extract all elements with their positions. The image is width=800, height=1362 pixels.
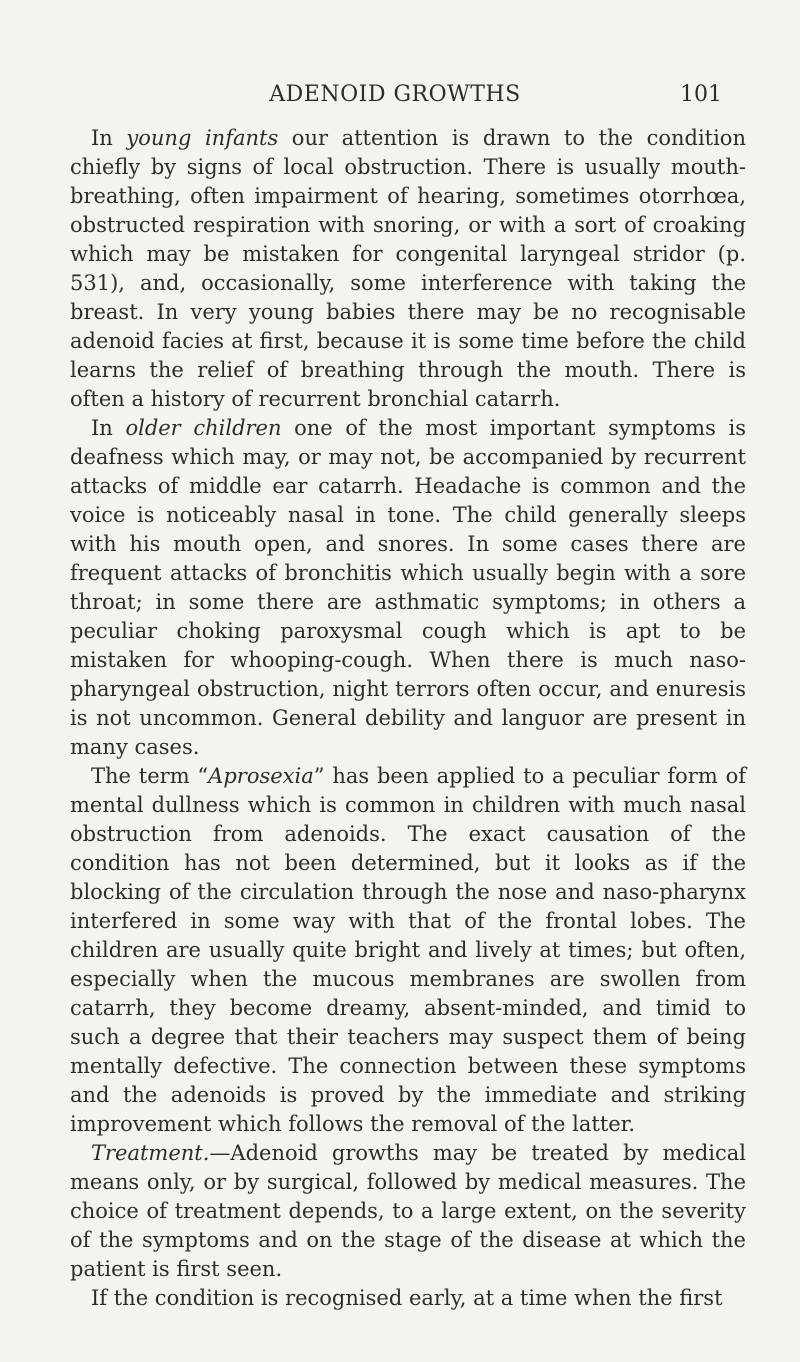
paragraph-treatment <box>70 1139 746 1284</box>
paragraph-text: —Adenoid growths may be treated by medical means only, or by surgical, followed by medical measures. The choice of treatment depends, to a large extent, on the severity of the symptoms and on the stage of the disease at which the patient is first seen. <box>70 1141 746 1281</box>
paragraph-emphasis: Aprosexia <box>208 764 314 788</box>
page-number: 101 <box>680 82 722 107</box>
paragraph-emphasis: Treatment. <box>91 1141 210 1165</box>
paragraph-text: our attention is drawn to the condition chiefly by signs of local obstruction. There is usually mouth-breathing, often impairment of hearing, sometimes otorrhœa, obstructed respiration with snoring, or with a sort of croaking which may be mistaken for congenital laryngeal stridor (p. 531), and, occasionally, some interference with taking the breast. In very young babies there may be no recognisable adenoid facies at first, because it is some time before the child learns the relief of breathing through the mouth. There is often a history of recurrent bronchial catarrh. <box>70 126 746 411</box>
page-header <box>68 82 722 116</box>
paragraph-text: one of the most important symptoms is deafness which may, or may not, be accompanied by recurrent attacks of middle ear catarrh. Headache is common and the voice is noticeably nasal in tone. The child generally sleeps with his mouth open, and snores. In some cases there are frequent attacks of bronchitis which usually begin with a sore throat; in some there are asthmatic symptoms; in others a peculiar choking paroxysmal cough which is apt to be mistaken for whooping-cough. When there is much naso-pharyngeal obstruction, night terrors often occur, and enuresis is not uncommon. General debility and languor are present in many cases. <box>70 416 746 759</box>
paragraph-older-children <box>70 414 746 762</box>
paragraph-emphasis: older children <box>125 416 282 440</box>
paragraph-lead: In <box>91 416 126 440</box>
paragraph-aprosexia <box>70 762 746 1139</box>
paragraph-young-infants <box>70 124 746 414</box>
running-head: ADENOID GROWTHS <box>269 82 521 107</box>
paragraph-lead: If the condition is recognised early, at a time when the first <box>91 1286 723 1310</box>
paragraph-lead: The term “ <box>91 764 209 788</box>
body-text <box>70 124 746 1313</box>
paragraph-early-recognition <box>70 1284 746 1313</box>
paragraph-text: ” has been applied to a peculiar form of mental dullness which is common in children with much nasal obstruction from adenoids. The exact causation of the condition has not been determined, but it looks as if the blocking of the circulation through the nose and naso-pharynx interfered in some way with that of the frontal lobes. The children are usually quite bright and lively at times; but often, especially when the mucous membranes are swollen from catarrh, they become dreamy, absent-minded, and timid to such a degree that their teachers may suspect them of being mentally defective. The connection between these symptoms and the adenoids is proved by the immediate and striking improvement which follows the removal of the latter. <box>70 764 746 1136</box>
paragraph-lead: In <box>91 126 127 150</box>
paragraph-emphasis: young infants <box>126 126 279 150</box>
